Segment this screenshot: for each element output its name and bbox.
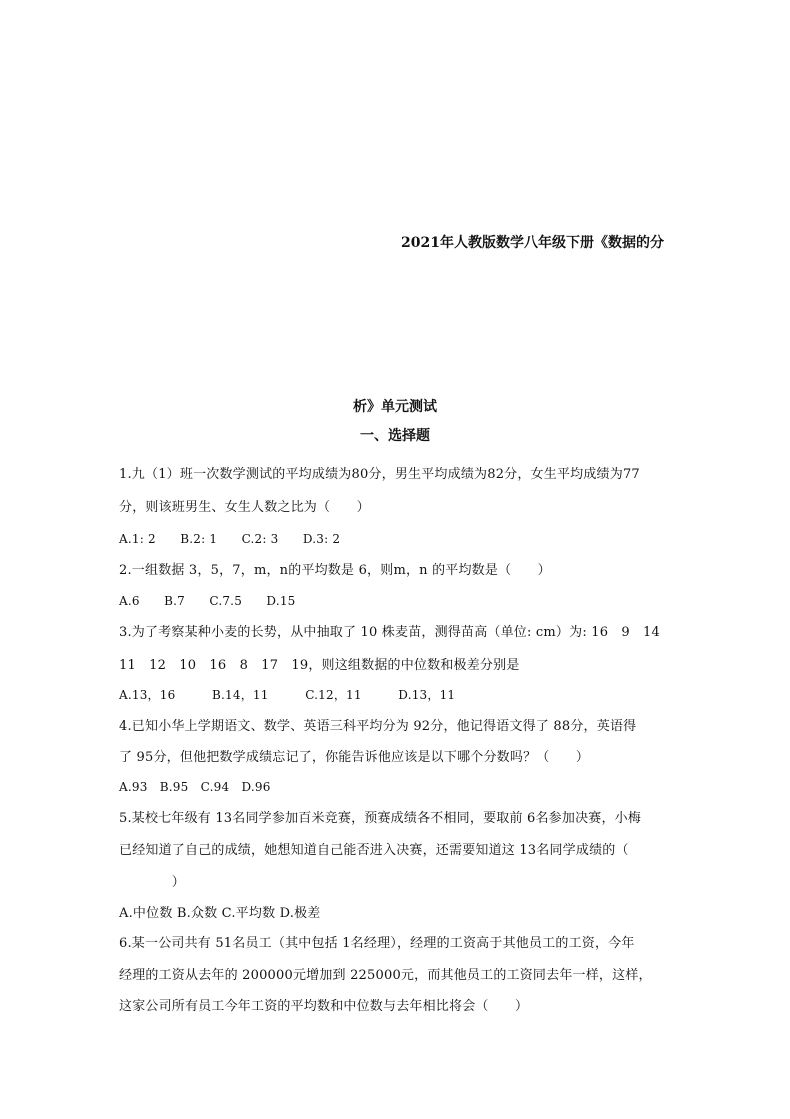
question-5-line-2: 已经知道了自己的成绩，她想知道自己能否进入决赛，还需要知道这 13名同学成绩的（ bbox=[119, 843, 629, 858]
question-2-options: A.6 B.7 C.7.5 D.15 bbox=[119, 594, 296, 608]
section-heading: 一、选择题 bbox=[360, 428, 430, 444]
question-3-options: A.13，16 B.14，11 C.12，11 D.13，11 bbox=[119, 688, 456, 702]
question-6-line-1: 6.某一公司共有 51名员工（其中包括 1名经理），经理的工资高于其他员工的工资，今年 bbox=[119, 936, 635, 951]
question-1-line-2: 分，则该班男生、女生人数之比为（ ） bbox=[119, 500, 370, 515]
question-5-line-3: ） bbox=[119, 875, 186, 890]
question-4-options: A.93 B.95 C.94 D.96 bbox=[119, 780, 271, 794]
question-1-options: A.1: 2 B.2: 1 C.2: 3 D.3: 2 bbox=[119, 532, 341, 546]
question-4-line-2: 了 95分，但他把数学成绩忘记了，你能告诉他应该是以下哪个分数吗？（ ） bbox=[119, 750, 590, 765]
document-title-part1: 2021年人教版数学八年级下册《数据的分 bbox=[401, 235, 664, 251]
question-6-line-3: 这家公司所有员工今年工资的平均数和中位数与去年相比将会（ ） bbox=[119, 999, 529, 1014]
question-1-line-1: 1.九（1）班一次数学测试的平均成绩为80分，男生平均成绩为82分，女生平均成绩为77 bbox=[119, 467, 640, 482]
question-3-line-2: 11 12 10 16 8 17 19，则这组数据的中位数和极差分别是 bbox=[119, 658, 520, 673]
question-2-line-1: 2.一组数据 3，5，7，m，n的平均数是 6，则m，n 的平均数是（ ） bbox=[119, 563, 551, 578]
document-title-part2: 析》单元测试 bbox=[353, 399, 437, 415]
question-3-line-1: 3.为了考察某种小麦的长势，从中抽取了 10 株麦苗，测得苗高（单位: cm）为: 16 9 14 bbox=[119, 625, 660, 640]
question-5-options: A.中位数 B.众数 C.平均数 D.极差 bbox=[119, 906, 321, 921]
question-6-line-2: 经理的工资从去年的 200000元增加到 225000元，而其他员工的工资同去年一样，这样， bbox=[119, 968, 652, 983]
question-5-line-1: 5.某校七年级有 13名同学参加百米竞赛，预赛成绩各不相同，要取前 6名参加决赛，小梅 bbox=[119, 811, 642, 826]
question-4-line-1: 4.已知小华上学期语文、数学、英语三科平均分为 92分，他记得语文得了 88分，英语得 bbox=[119, 719, 637, 734]
